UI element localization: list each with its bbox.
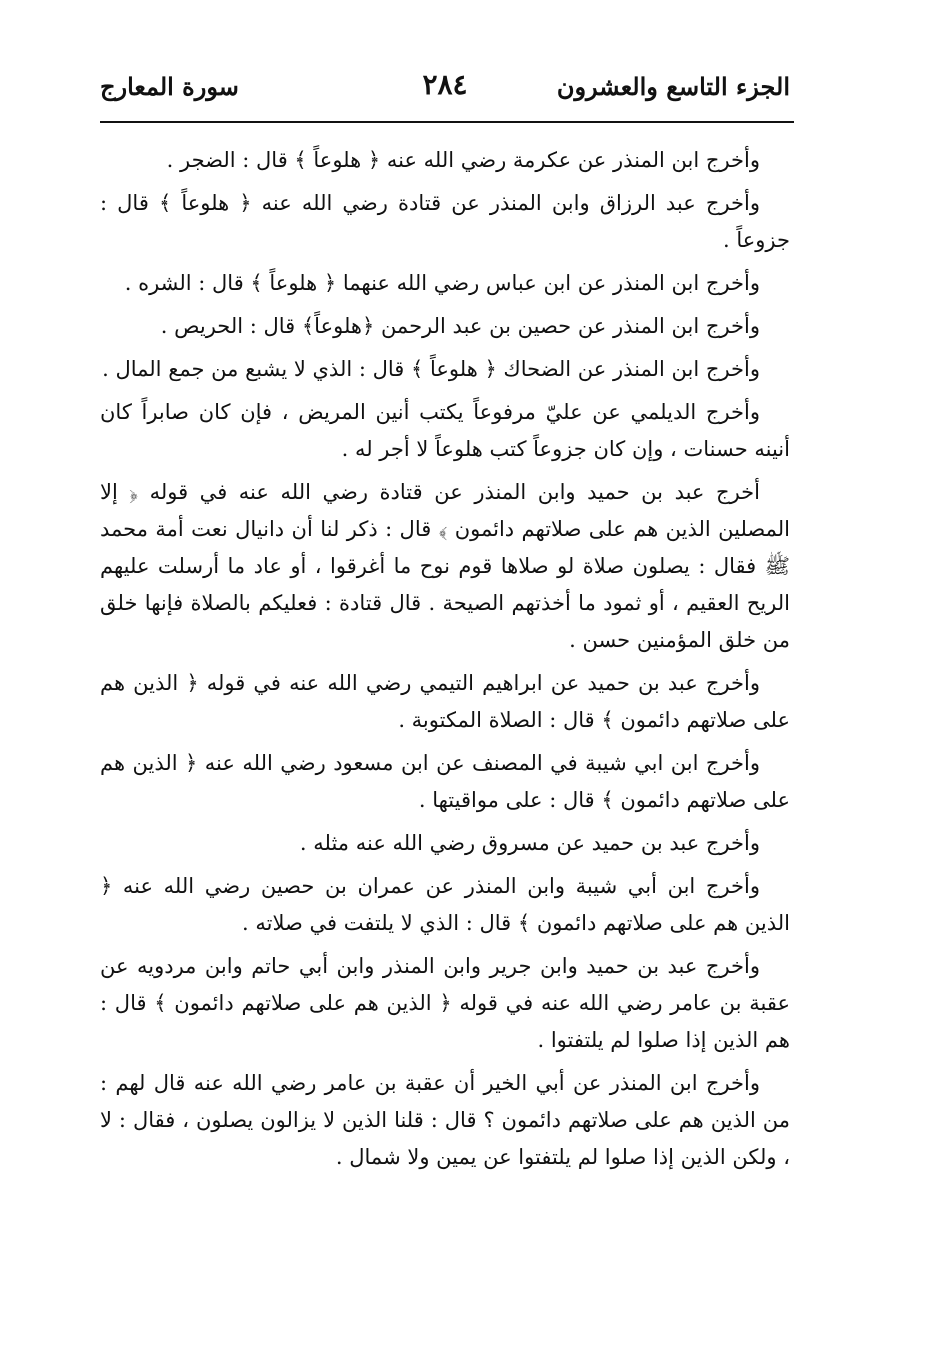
paragraph: وأخرج ابن المنذر عن حصين بن عبد الرحمن ﴿هلوعاً﴾ قال : الحريص . (160, 314, 760, 338)
paragraph: وأخرج عبد بن حميد عن مسروق رضي الله عنه مثله . (299, 831, 760, 855)
paragraph: وأخرج ابن ابي شيبة في المصنف عن ابن مسعود رضي الله عنه ﴿ الذين هم على صلاتهم دائمون ﴾ قال : على مواقيتها . (100, 751, 790, 812)
paragraph: وأخرج عبد بن حميد وابن جرير وابن المنذر وابن أبي حاتم وابن مردويه عن عقبة بن عامر رضي الله عنه في قوله ﴿ الذين هم على صلاتهم دائمون ﴾ قال : هم الذين إذا صلوا لم يلتفتوا . (100, 954, 790, 1052)
header-rule (100, 121, 794, 123)
paragraph: وأخرج عبد الرزاق وابن المنذر عن قتادة رضي الله عنه ﴿ هلوعاً ﴾ قال : جزوعاً . (100, 191, 790, 252)
paragraph: وأخرج عبد بن حميد عن ابراهيم التيمي رضي الله عنه في قوله ﴿ الذين هم على صلاتهم دائمون ﴾ قال : الصلاة المكتوبة . (100, 671, 790, 732)
paragraph: وأخرج ابن أبي شيبة وابن المنذر عن عمران بن حصين رضي الله عنه ﴿ الذين هم على صلاتهم دائمون ﴾ قال : الذي لا يلتفت في صلاته . (100, 874, 790, 935)
page-number: ٢٨٤ (422, 68, 468, 101)
paragraph: وأخرج ابن المنذر عن ابن عباس رضي الله عنهما ﴿ هلوعاً ﴾ قال : الشره . (124, 271, 760, 295)
paragraph: وأخرج ابن المنذر عن عكرمة رضي الله عنه ﴿ هلوعاً ﴾ قال : الضجر . (166, 148, 760, 172)
page-body (100, 142, 790, 1182)
paragraph: وأخرج ابن المنذر عن أبي الخير أن عقبة بن عامر رضي الله عنه قال لهم : من الذين هم على صلاتهم دائمون ؟ قال : قلنا الذين لا يزالون يصلون ، فقال : لا ، ولكن الذين إذا صلوا لم يلتفتوا عن يمين ولا شمال . (100, 1071, 790, 1169)
page-header (100, 64, 790, 114)
surah-title: سورة المعارج (100, 72, 239, 101)
paragraph: أخرج عبد بن حميد وابن المنذر عن قتادة رضي الله عنه في قوله ﴿ إلا المصلين الذين هم على صلاتهم دائمون ﴾ قال : ذكر لنا أن دانيال نعت أمة محمد ﷺ فقال : يصلون صلاة لو صلاها قوم نوح ما أغرقوا ، أو عاد ما أرسلت عليهم الريح العقيم ، أو ثمود ما أخذتهم الصيحة . قال قتادة : فعليكم بالصلاة فإنها خلق من خلق المؤمنين حسن . (100, 480, 790, 652)
part-title: الجزء التاسع والعشرون (556, 72, 790, 101)
paragraph: وأخرج ابن المنذر عن الضحاك ﴿ هلوعاً ﴾ قال : الذي لا يشبع من جمع المال . (102, 357, 760, 381)
paragraph: وأخرج الديلمي عن عليّ مرفوعاً يكتب أنين المريض ، فإن كان صابراً كان أنينه حسنات ، وإن كان جزوعاً كتب هلوعاً لا أجر له . (100, 400, 790, 461)
